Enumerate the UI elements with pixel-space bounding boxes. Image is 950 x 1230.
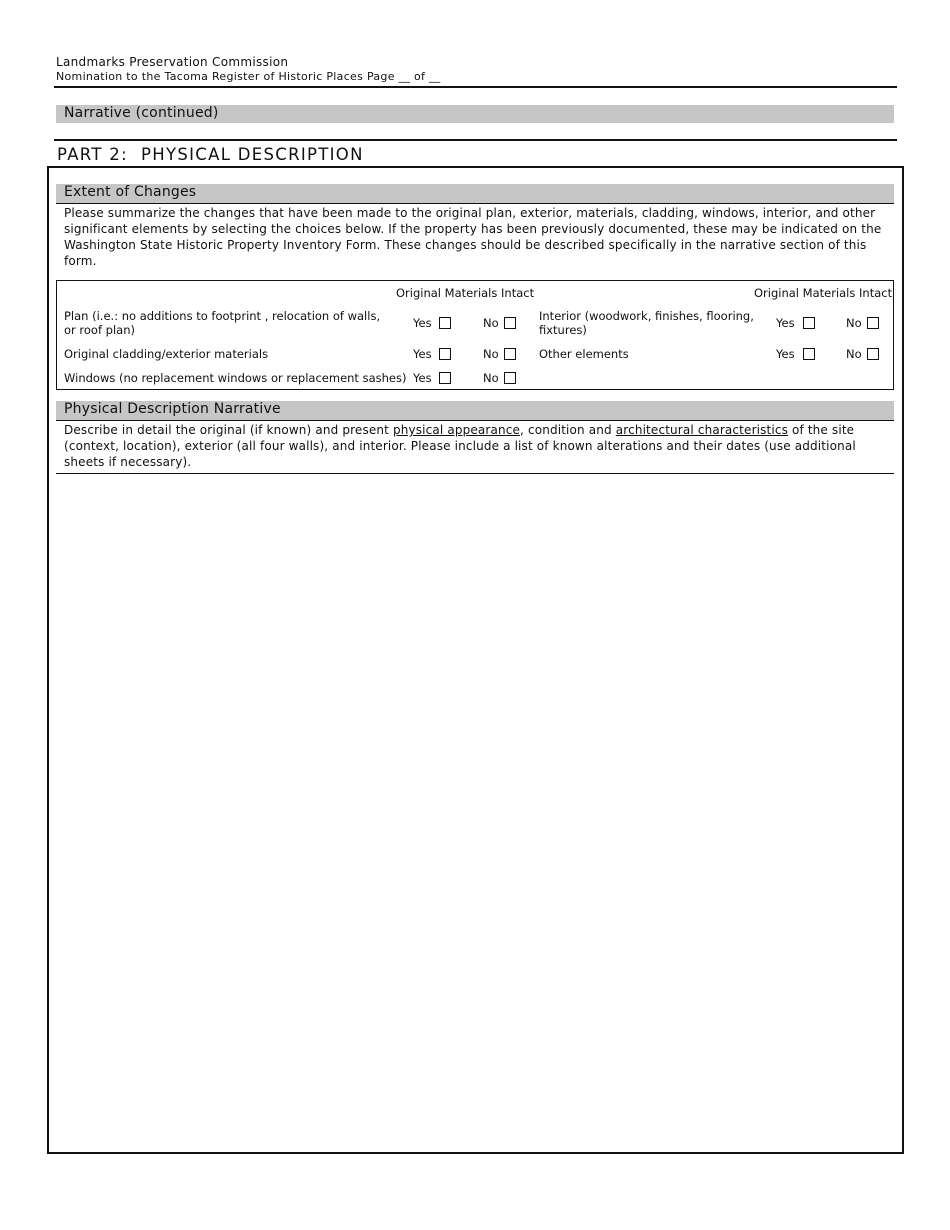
- no-label: No: [846, 347, 862, 361]
- cladding-yes-checkbox[interactable]: [439, 348, 451, 360]
- narrative-text-part: , condition and: [520, 423, 616, 437]
- narrative-instructions-rule: [56, 473, 894, 474]
- organization-name: Landmarks Preservation Commission: [56, 55, 289, 69]
- architectural-characteristics-term: architectural characteristics: [615, 423, 789, 437]
- interior-no-checkbox[interactable]: [867, 317, 879, 329]
- narrative-continued-label: Narrative (continued): [64, 105, 219, 121]
- header-rule: [54, 86, 897, 88]
- windows-yes-checkbox[interactable]: [439, 372, 451, 384]
- no-label: No: [483, 371, 499, 385]
- no-label: No: [483, 347, 499, 361]
- narrative-instructions: [64, 422, 879, 470]
- no-label: No: [483, 316, 499, 330]
- part-rule: [54, 139, 897, 141]
- narrative-entry-area[interactable]: [56, 478, 894, 1146]
- other-yes-checkbox[interactable]: [803, 348, 815, 360]
- column-header-left: Original Materials Intact: [396, 286, 535, 300]
- physical-appearance-term: physical appearance: [392, 423, 521, 437]
- yes-label: Yes: [776, 316, 795, 330]
- extent-of-changes-heading: Extent of Changes: [64, 184, 197, 200]
- extent-instructions: Please summarize the changes that have been made to the original plan, exterior, materials, cladding, windows, interior, and other significant elements by selecting the choices below. If the property has been previously documented, these may be indicated on the Washington State Historic Property Inventory Form. These changes should be described specifically in the narrative section of this form.: [64, 206, 882, 268]
- narrative-heading: Physical Description Narrative: [64, 401, 281, 417]
- windows-no-checkbox[interactable]: [504, 372, 516, 384]
- yes-label: Yes: [413, 316, 432, 330]
- row-cladding-label: Original cladding/exterior materials: [64, 347, 269, 361]
- nomination-page-line: Nomination to the Tacoma Register of Historic Places Page __ of __: [56, 70, 441, 83]
- cladding-no-checkbox[interactable]: [504, 348, 516, 360]
- yes-label: Yes: [413, 371, 432, 385]
- plan-yes-checkbox[interactable]: [439, 317, 451, 329]
- row-plan-label: Plan (i.e.: no additions to footprint , relocation of walls, or roof plan): [64, 309, 381, 337]
- extent-underline: [56, 203, 894, 204]
- plan-no-checkbox[interactable]: [504, 317, 516, 329]
- narrative-text-part: of the site (context, location), exterior (all four walls), and interior. Please include a list of known alterations and their dates (use additional sheets if necessary).: [64, 423, 856, 469]
- yes-label: Yes: [776, 347, 795, 361]
- yes-label: Yes: [413, 347, 432, 361]
- row-interior-label: Interior (woodwork, finishes, flooring, fixtures): [539, 309, 754, 337]
- other-no-checkbox[interactable]: [867, 348, 879, 360]
- row-other-elements-label: Other elements: [539, 347, 629, 361]
- narrative-text-part: Describe in detail the original (if known) and present: [64, 423, 393, 437]
- narrative-heading-underline: [56, 420, 894, 421]
- part-title: PART 2: PHYSICAL DESCRIPTION: [57, 145, 364, 164]
- row-windows-label: Windows (no replacement windows or replacement sashes): [64, 371, 407, 385]
- no-label: No: [846, 316, 862, 330]
- interior-yes-checkbox[interactable]: [803, 317, 815, 329]
- column-header-right: Original Materials Intact: [754, 286, 893, 300]
